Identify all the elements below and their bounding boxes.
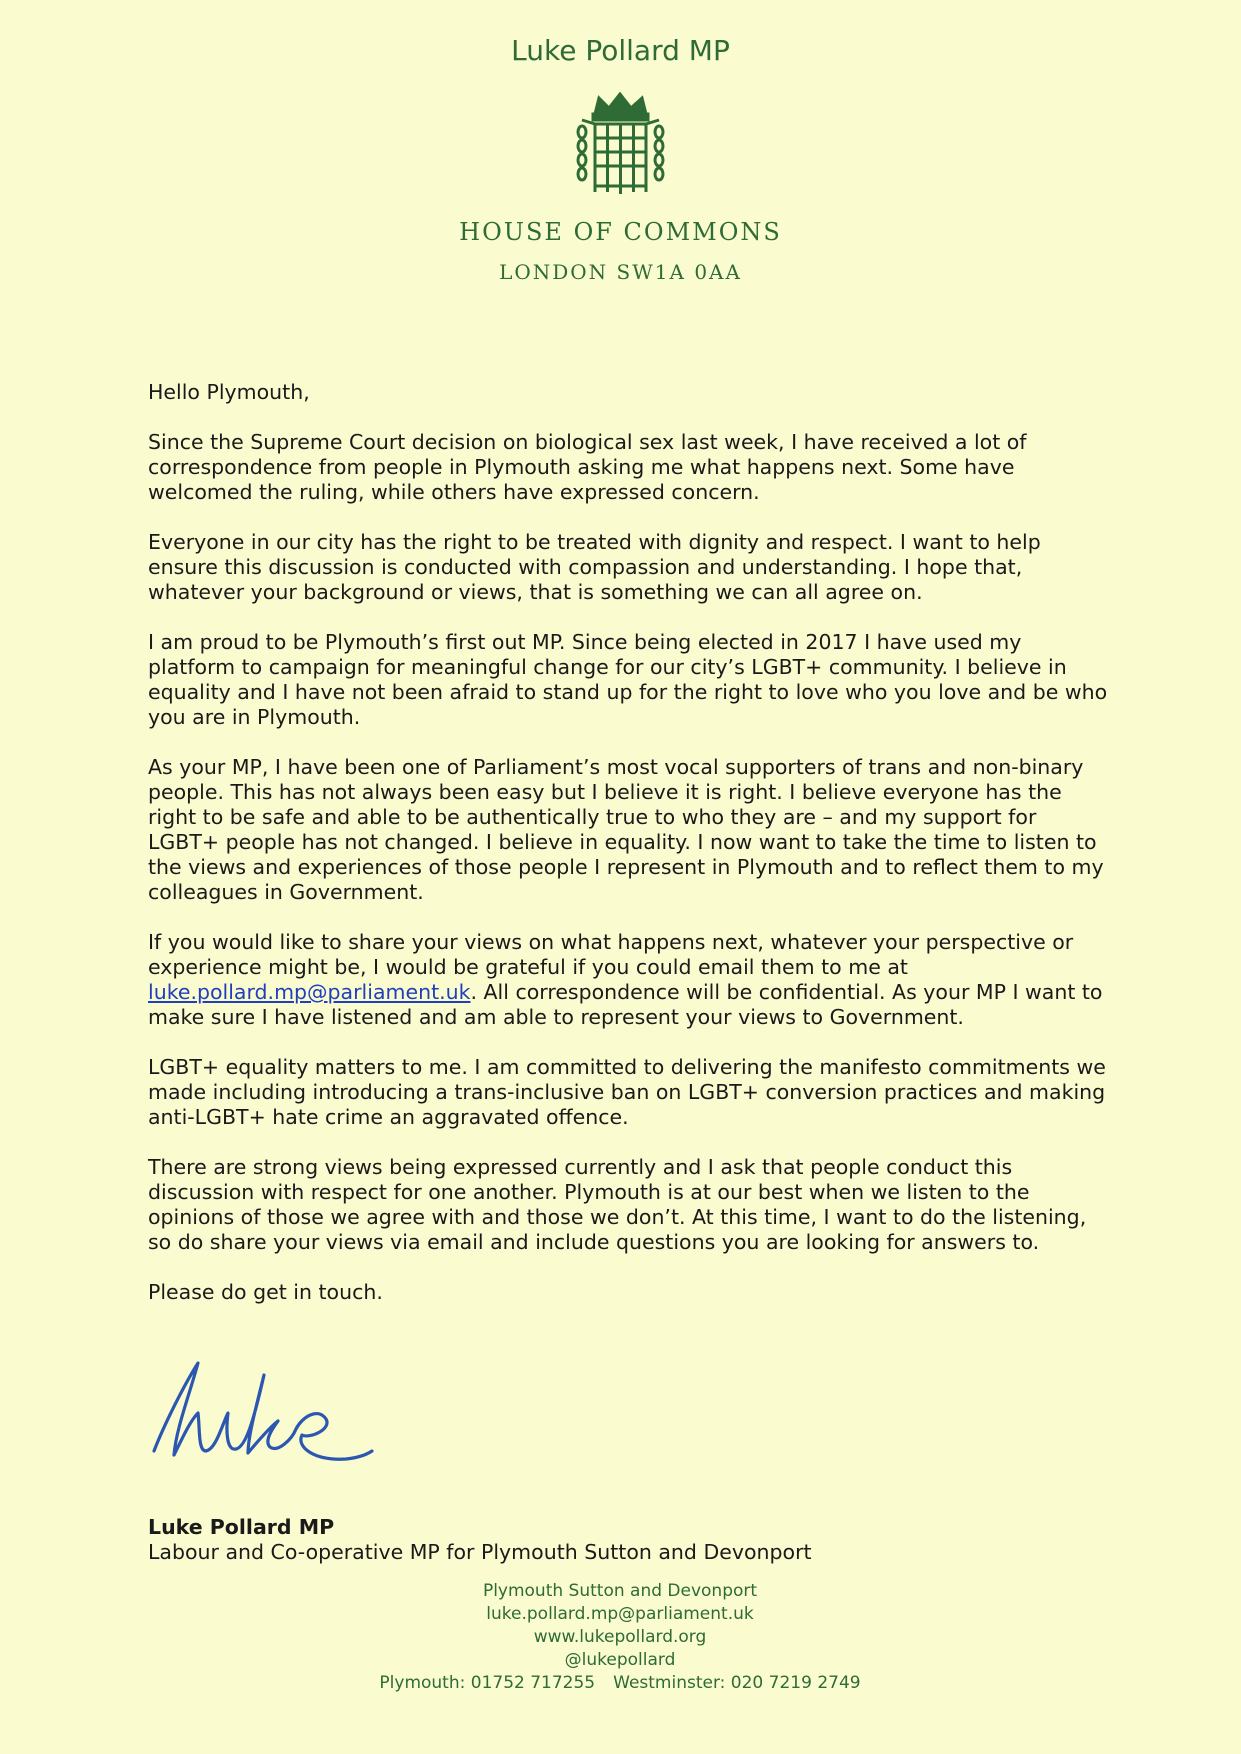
share-text-before: If you would like to share your views on what happens next, whatever your perspective or experience might be, I would be grateful if you could email them to me at [148,930,1074,979]
footer-constituency: Plymouth Sutton and Devonport [482,1581,758,1601]
letterhead-address: LONDON SW1A 0AA [499,260,742,284]
letter-paragraph: LGBT+ equality matters to me. I am committed to delivering the manifesto commitments we made including introducing a trans-inclusive ban on LGBT+ conversion practices and making anti-LGBT+ hate crime an aggravated offence. [148,1055,1106,1129]
letter-paragraph: Everyone in our city has the right to be treated with dignity and respect. I want to help ensure this discussion is conducted with compassion and understanding. I hope that, whatever your background or views, that is something we can all agree on. [148,530,1041,604]
footer-phones [300,1672,940,1695]
footer-contact [300,1580,940,1695]
signatory-role: Labour and Co-operative MP for Plymouth Sutton and Devonport [148,1540,812,1564]
letter-paragraph: I am proud to be Plymouth’s first out MP. Since being elected in 2017 I have used my platform to campaign for meaningful change for our city’s LGBT+ community. I believe in equality and I have not been afraid to stand up for the right to love who you love and be who you are in Plymouth. [148,630,1108,729]
footer-phone-plymouth: Plymouth: 01752 717255 [379,1673,596,1693]
footer-email: luke.pollard.mp@parliament.uk [486,1604,754,1624]
footer-phone-westminster: Westminster: 020 7219 2749 [613,1673,861,1693]
letterhead-house: HOUSE OF COMMONS [459,218,782,246]
share-text-after: . All correspondence will be confidential. As your MP I want to make sure I have listened and am able to represent your views to Government. [148,980,1103,1029]
letterhead-name: Luke Pollard MP [511,34,730,67]
footer-website: www.lukepollard.org [533,1627,707,1647]
letter-closing: Please do get in touch. [148,1280,383,1304]
letter-body [148,380,1108,1330]
letter-paragraph: Since the Supreme Court decision on biological sex last week, I have received a lot of correspondence from people in Plymouth asking me what happens next. Some have welcomed the ruling, while others have expressed concern. [148,430,1027,504]
handwritten-signature [146,1355,376,1465]
letter-paragraph: As your MP, I have been one of Parliament’s most vocal supporters of trans and non-binary people. This has not always been easy but I believe it is right. I believe everyone has the right to be safe and able to be authentically true to who they are – and my support for LGBT+ people has not changed. I believe in equality. I now want to take the time to listen to the views and experiences of those people I represent in Plymouth and to reflect them to my colleagues in Government. [148,755,1104,904]
portcullis-icon [573,92,668,204]
letter-greeting: Hello Plymouth, [148,380,310,404]
footer-social: @lukepollard [564,1650,676,1670]
email-link[interactable]: luke.pollard.mp@parliament.uk [148,980,471,1004]
letter-paragraph: There are strong views being expressed currently and I ask that people conduct this discussion with respect for one another. Plymouth is at our best when we listen to the opinions of those we agree with and those we don’t. At this time, I want to do the listening, so do share your views via email and include questions you are looking for answers to. [148,1155,1087,1254]
signatory-name: Luke Pollard MP [148,1515,335,1539]
letter-paragraph-share [148,930,1108,1030]
